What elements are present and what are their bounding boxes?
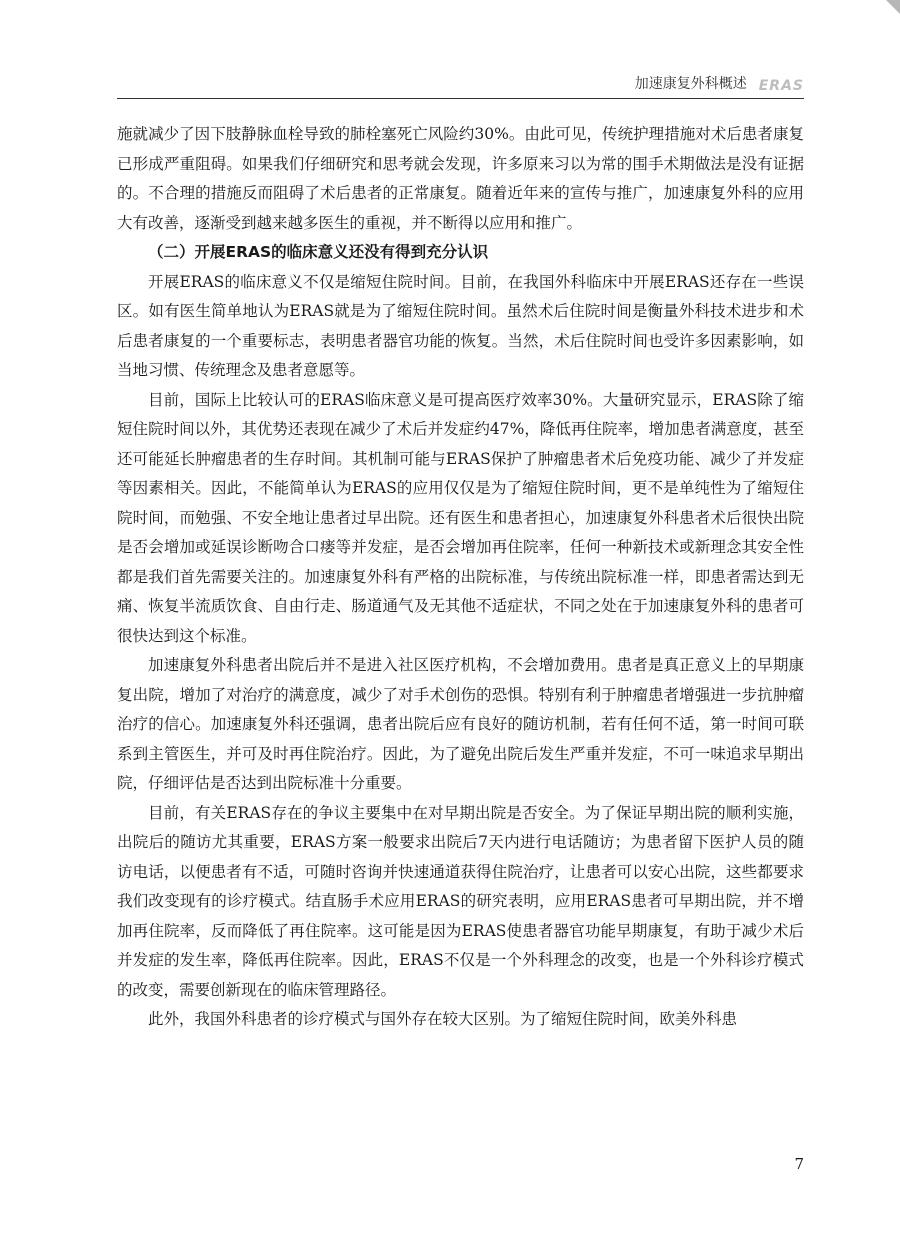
paragraph: 此外，我国外科患者的诊疗模式与国外存在较大区别。为了缩短住院时间，欧美外科患 <box>148 1010 738 1028</box>
paragraph-continued: 施就减少了因下肢静脉血栓导致的肺栓塞死亡风险约30%。由此可见，传统护理措施对术后患者康复已形成严重阻碍。如果我们仔细研究和思考就会发现，许多原来习以为常的围手术期做法是没有证据的。不合理的措施反而阻碍了术后患者的正常康复。随着近年来的宣传与推广，加速康复外科的应用大有改善，逐渐受到越来越多医生的重视，并不断得以应用和推广。 <box>117 125 804 232</box>
section-heading: （二）开展ERAS的临床意义还没有得到充分认识 <box>148 243 489 261</box>
body-text <box>117 120 804 1035</box>
eras-logo: ERAS <box>758 78 804 94</box>
page-corner-mark <box>886 0 900 14</box>
page-number: 7 <box>794 1155 804 1173</box>
header-title: 加速康复外科概述 <box>634 76 747 92</box>
paragraph: 开展ERAS的临床意义不仅是缩短住院时间。目前，在我国外科临床中开展ERAS还存在一些误区。如有医生简单地认为ERAS就是为了缩短住院时间。虽然术后住院时间是衡量外科技术进步和术后患者康复的一个重要标志，表明患者器官功能的恢复。当然，术后住院时间也受许多因素影响，如当地习惯、传统理念及患者意愿等。 <box>117 272 804 379</box>
paragraph: 目前，国际上比较认可的ERAS临床意义是可提高医疗效率30%。大量研究显示，ERAS除了缩短住院时间以外，其优势还表现在减少了术后并发症约47%，降低再住院率，增加患者满意度，甚至还可能延长肿瘤患者的生存时间。其机制可能与ERAS保护了肿瘤患者术后免疫功能、减少了并发症等因素相关。因此，不能简单认为ERAS的应用仅仅是为了缩短住院时间，更不是单纯性为了缩短住院时间，而勉强、不安全地让患者过早出院。还有医生和患者担心，加速康复外科患者术后很快出院是否会增加或延误诊断吻合口瘘等并发症，是否会增加再住院率，任何一种新技术或新理念其安全性都是我们首先需要关注的。加速康复外科有严格的出院标准，与传统出院标准一样，即患者需达到无痛、恢复半流质饮食、自由行走、肠道通气及无其他不适症状，不同之处在于加速康复外科的患者可很快达到这个标准。 <box>117 390 804 645</box>
paragraph: 加速康复外科患者出院后并不是进入社区医疗机构，不会增加费用。患者是真正意义上的早期康复出院，增加了对治疗的满意度，减少了对手术创伤的恐惧。特别有利于肿瘤患者增强进一步抗肿瘤治疗的信心。加速康复外科还强调，患者出院后应有良好的随访机制，若有任何不适，第一时间可联系到主管医生，并可及时再住院治疗。因此，为了避免出院后发生严重并发症，不可一味追求早期出院，仔细评估是否达到出院标准十分重要。 <box>117 656 804 792</box>
paragraph: 目前，有关ERAS存在的争议主要集中在对早期出院是否安全。为了保证早期出院的顺利实施，出院后的随访尤其重要，ERAS方案一般要求出院后7天内进行电话随访；为患者留下医护人员的随访电话，以便患者有不适，可随时咨询并快速通道获得住院治疗，让患者可以安心出院，这些都要求我们改变现有的诊疗模式。结直肠手术应用ERAS的研究表明，应用ERAS患者可早期出院，并不增加再住院率，反而降低了再住院率。这可能是因为ERAS使患者器官功能早期康复，有助于减少术后并发症的发生率，降低再住院率。因此，ERAS不仅是一个外科理念的改变，也是一个外科诊疗模式的改变，需要创新现在的临床管理路径。 <box>117 803 804 999</box>
running-header <box>117 74 804 99</box>
